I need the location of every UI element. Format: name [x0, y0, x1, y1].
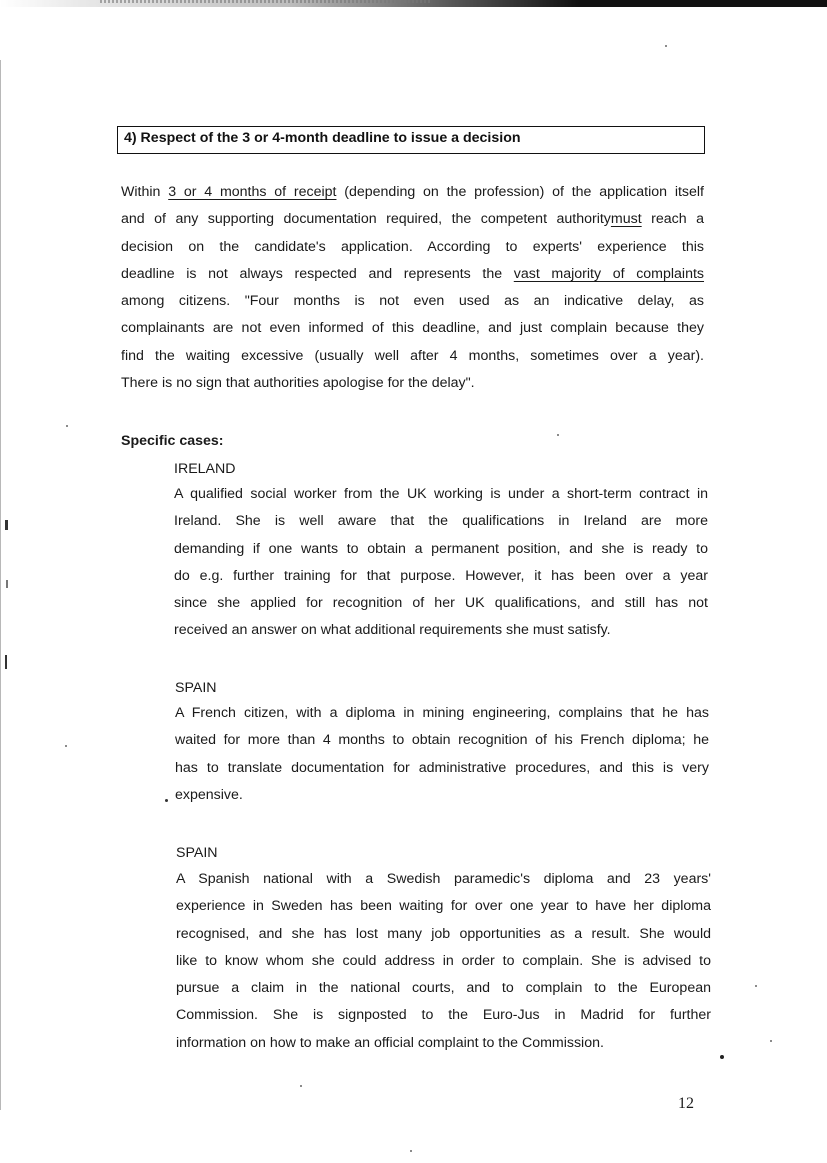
scan-speck	[65, 745, 67, 747]
intro-text: (depending on the profession) of the application itself	[336, 184, 704, 200]
intro-text: Within	[121, 184, 169, 200]
case-line: do e.g. further training for that purpose. However, it has been over a year	[174, 567, 708, 584]
case-description	[176, 866, 711, 1057]
case-line: experience in Sweden has been waiting for over one year to have her diploma	[176, 898, 711, 915]
case-line: since she applied for recognition of her UK qualifications, and still has not	[174, 595, 708, 612]
underlined-text: must	[610, 211, 642, 228]
case-line: information on how to make an official complaint to the Commission.	[176, 1034, 604, 1051]
specific-cases-title: Specific cases:	[121, 433, 224, 449]
intro-line: decision on the candidate's application. According to experts' experience this	[121, 238, 704, 255]
scan-speck	[5, 520, 8, 530]
case-line: A Spanish national with a Swedish paramedic's diploma and 23 years'	[176, 871, 711, 887]
case-line: pursue a claim in the national courts, and to complain to the European	[176, 980, 711, 997]
case-description	[174, 481, 708, 645]
case-line: Ireland. She is well aware that the qualifications in Ireland are more	[174, 513, 708, 530]
underlined-text: vast majority of complaints	[513, 265, 705, 282]
scan-speck	[410, 1150, 412, 1152]
scan-speck	[5, 655, 7, 669]
scan-speck	[6, 580, 8, 588]
case-line: Commission. She is signposted to the Euro-Jus in Madrid for further	[176, 1007, 711, 1024]
case-line: waited for more than 4 months to obtain recognition of his French diploma; he	[175, 732, 709, 749]
case-country: SPAIN	[175, 680, 217, 696]
case-line: A French citizen, with a diploma in mining engineering, complains that he has	[175, 705, 709, 721]
case-country: SPAIN	[176, 845, 218, 861]
scan-top-edge-noise	[100, 0, 430, 3]
intro-text: reach a	[641, 211, 704, 228]
underlined-text: 3 or 4 months of receipt	[168, 184, 337, 200]
case-line: A qualified social worker from the UK working is under a short-term contract in	[174, 486, 708, 502]
intro-text: deadline is not always respected and represents the	[121, 265, 514, 282]
scan-speck	[755, 985, 757, 987]
intro-line: find the waiting excessive (usually well after 4 months, sometimes over a year).	[121, 347, 704, 364]
scan-speck	[66, 425, 68, 427]
case-line: has to translate documentation for administrative procedures, and this is very	[175, 759, 709, 776]
scan-speck	[165, 799, 168, 802]
case-line: demanding if one wants to obtain a permanent position, and she is ready to	[174, 540, 708, 557]
intro-paragraph	[121, 179, 704, 397]
intro-text: and of any supporting documentation required, the competent authority	[121, 211, 611, 228]
section-heading-box	[117, 126, 705, 154]
case-country: IRELAND	[174, 461, 236, 477]
intro-line	[121, 206, 704, 233]
case-line: recognised, and she has lost many job opportunities as a result. She would	[176, 925, 711, 942]
case-line: expensive.	[175, 786, 243, 803]
scan-speck	[557, 434, 559, 436]
scan-speck	[300, 1085, 302, 1087]
intro-line: complainants are not even informed of this deadline, and just complain because they	[121, 320, 704, 337]
case-line: received an answer on what additional requirements she must satisfy.	[174, 622, 611, 639]
section-heading: 4) Respect of the 3 or 4-month deadline to issue a decision	[124, 130, 521, 146]
intro-line	[121, 261, 704, 288]
scan-speck	[720, 1055, 724, 1059]
scan-speck	[665, 45, 667, 47]
scan-speck	[770, 1040, 772, 1042]
case-line: like to know whom she could address in order to complain. She is advised to	[176, 952, 711, 969]
intro-line: There is no sign that authorities apologise for the delay".	[121, 375, 475, 392]
page-number: 12	[678, 1095, 694, 1112]
intro-line: among citizens. "Four months is not even used as an indicative delay, as	[121, 293, 704, 310]
case-description	[175, 700, 709, 809]
intro-line	[121, 179, 704, 206]
